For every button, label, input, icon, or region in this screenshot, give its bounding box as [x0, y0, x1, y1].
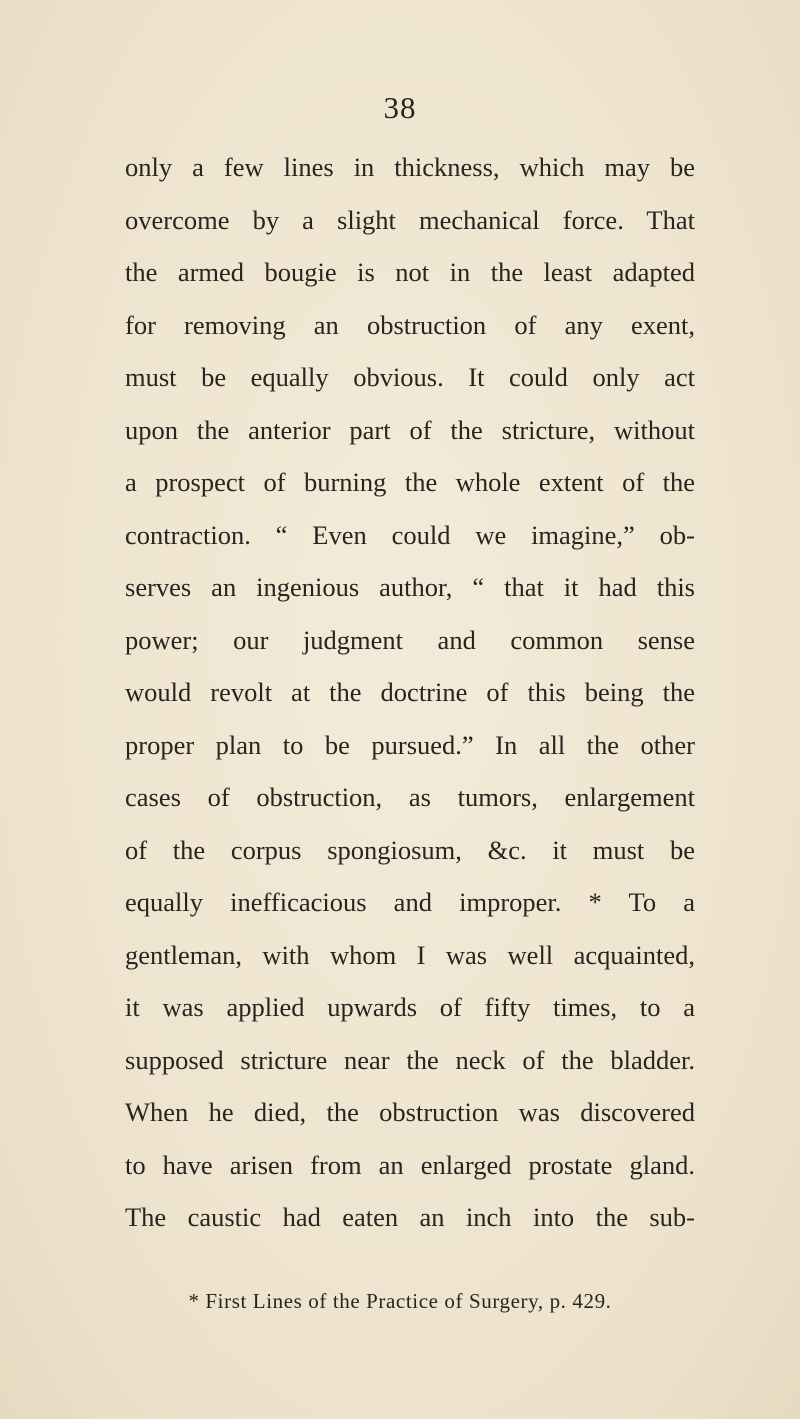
- text-line: of the corpus spongiosum, &c. it must be: [125, 834, 695, 865]
- text-line: for removing an obstruction of any exent,: [125, 309, 695, 340]
- text-line: upon the anterior part of the stricture, without: [125, 414, 695, 445]
- text-line: power; our judgment and common sense: [125, 624, 695, 655]
- text-line: equally inefficacious and improper. * To a: [125, 887, 695, 917]
- text-line: proper plan to be pursued.” In all the other: [125, 729, 695, 760]
- text-line: to have arisen from an enlarged prostate gland.: [125, 1149, 695, 1180]
- text-line: must be equally obvious. It could only act: [125, 362, 695, 392]
- text-line: overcome by a slight mechanical force. That: [125, 204, 695, 235]
- text-line: only a few lines in thickness, which may be: [125, 152, 695, 182]
- footnote: * First Lines of the Practice of Surgery, p. 429.: [188, 1289, 612, 1313]
- body-text: [125, 141, 695, 1244]
- text-line: cases of obstruction, as tumors, enlargement: [125, 782, 695, 812]
- text-line: a prospect of burning the whole extent of the: [125, 467, 695, 497]
- page-number: 38: [383, 90, 417, 125]
- text-line: would revolt at the doctrine of this being the: [125, 677, 695, 707]
- text-line: serves an ingenious author, “ that it had this: [125, 572, 695, 602]
- text-line: supposed stricture near the neck of the bladder.: [125, 1044, 695, 1075]
- text-line: gentleman, with whom I was well acquainted,: [125, 939, 695, 970]
- text-line: When he died, the obstruction was discovered: [125, 1097, 695, 1127]
- text-line: The caustic had eaten an inch into the sub-: [125, 1202, 695, 1232]
- text-line: contraction. “ Even could we imagine,” ob-: [125, 519, 695, 550]
- text-line: the armed bougie is not in the least adapted: [125, 257, 695, 287]
- text-line: it was applied upwards of fifty times, to a: [125, 992, 695, 1022]
